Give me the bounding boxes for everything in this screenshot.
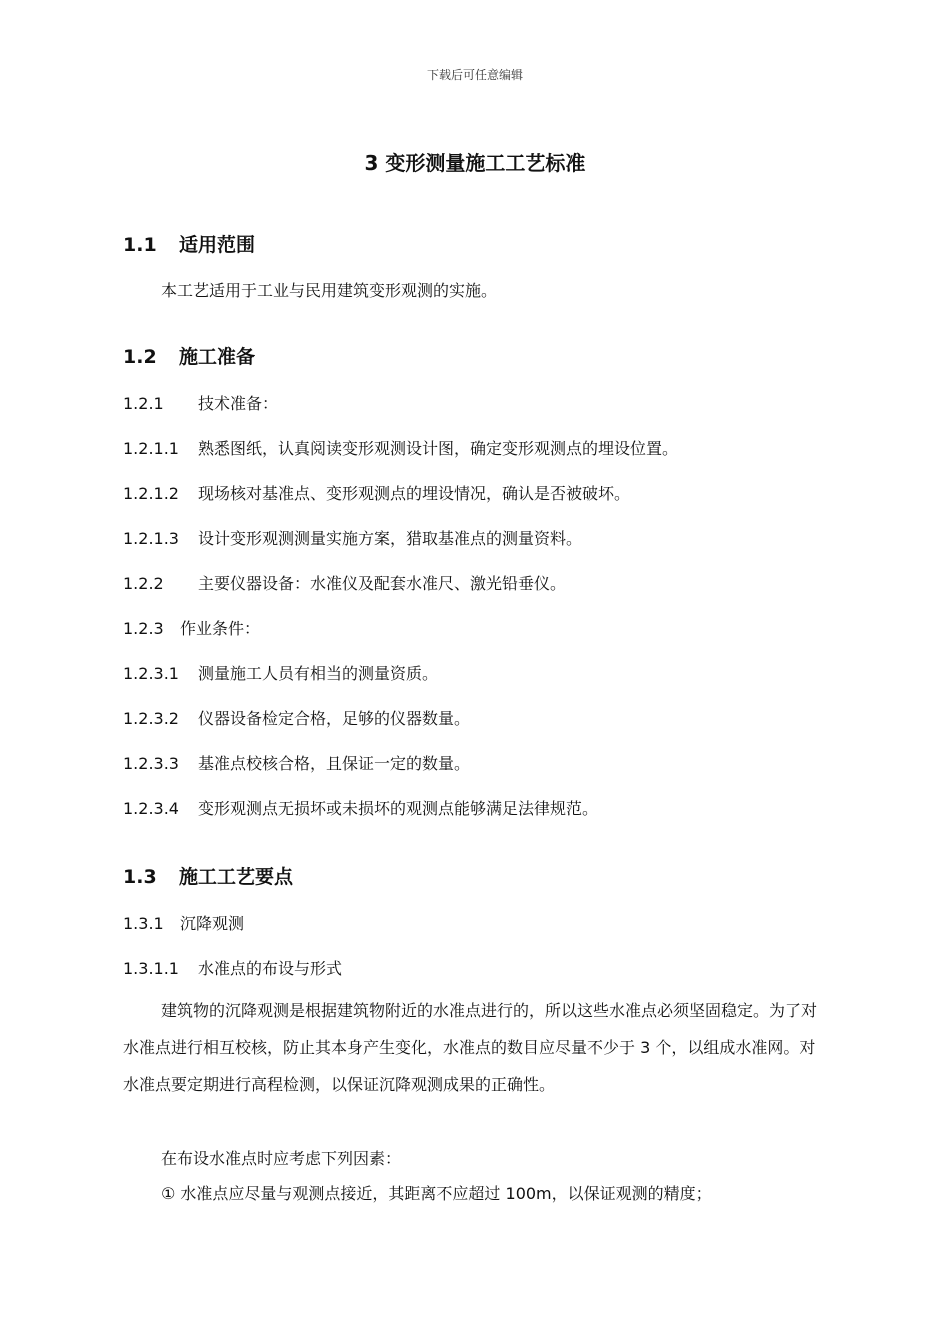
item-1-2-3-1 [123,661,438,684]
item-text: 设计变形观测测量实施方案，猎取基准点的测量资料。 [198,529,583,548]
item-text: 测量施工人员有相当的测量资质。 [198,664,439,683]
paragraph-factor-1: ① 水准点应尽量与观测点接近，其距离不应超过 100m，以保证观测的精度； [161,1184,712,1203]
item-1-2-3-3 [123,751,470,774]
section-title: 适用范围 [179,234,256,256]
item-1-2-1-1 [123,436,678,459]
item-number: 1.2.3.1 [123,664,179,683]
item-1-2-2 [123,571,566,594]
item-number: 1.3.1 [123,914,164,933]
item-number: 1.3.1.1 [123,959,179,978]
item-1-2-3 [123,616,260,639]
section-1-3-heading [123,862,293,889]
section-number: 1.3 [123,866,157,888]
item-1-3-1-1 [123,956,342,979]
paragraph-settlement: 建筑物的沉降观测是根据建筑物附近的水准点进行的，所以这些水准点必须坚固稳定。为了对水准点进行相互校核，防止其本身产生变化，水准点的数目应尽量不少于 3 个，以组成水准网。对水准点要定期进行高程检测，以保证沉降观测成果的正确性。 [123,1001,818,1094]
item-number: 1.2.1 [123,394,164,413]
item-text: 沉降观测 [180,914,245,933]
item-text: 主要仪器设备：水准仪及配套水准尺、激光铅垂仪。 [198,574,567,593]
header-note: 下载后可任意编辑 [426,68,523,82]
item-1-2-1-2 [123,481,630,504]
item-number: 1.2.3 [123,619,164,638]
item-number: 1.2.1.1 [123,439,179,458]
item-1-2-1-3 [123,526,582,549]
item-text: 现场核对基准点、变形观测点的埋设情况，确认是否被破坏。 [198,484,631,503]
paragraph-factors: 在布设水准点时应考虑下列因素： [161,1149,402,1168]
item-text: 熟悉图纸，认真阅读变形观测设计图，确定变形观测点的埋设位置。 [198,439,679,458]
item-1-2-3-2 [123,706,470,729]
section-1-1-text: 本工艺适用于工业与民用建筑变形观测的实施。 [161,281,498,300]
item-number: 1.2.3.2 [123,709,179,728]
item-1-2-3-4 [123,796,598,819]
item-number: 1.2.3.4 [123,799,179,818]
item-number: 1.2.3.3 [123,754,179,773]
item-1-2-1 [123,391,278,414]
item-text: 基准点校核合格，且保证一定的数量。 [198,754,471,773]
item-number: 1.2.2 [123,574,164,593]
item-1-3-1 [123,911,244,934]
item-number: 1.2.1.2 [123,484,179,503]
section-title: 施工准备 [179,346,256,368]
item-number: 1.2.1.3 [123,529,179,548]
document-title: 3 变形测量施工工艺标准 [364,151,586,175]
item-text: 仪器设备检定合格，足够的仪器数量。 [198,709,471,728]
section-number: 1.2 [123,346,157,368]
section-number: 1.1 [123,234,157,256]
item-text: 变形观测点无损坏或未损坏的观测点能够满足法律规范。 [198,799,599,818]
section-1-2-heading [123,342,255,369]
item-text: 水准点的布设与形式 [198,959,343,978]
item-text: 作业条件： [180,619,261,638]
item-text: 技术准备： [198,394,279,413]
section-1-1-heading [123,230,255,257]
section-title: 施工工艺要点 [179,866,294,888]
